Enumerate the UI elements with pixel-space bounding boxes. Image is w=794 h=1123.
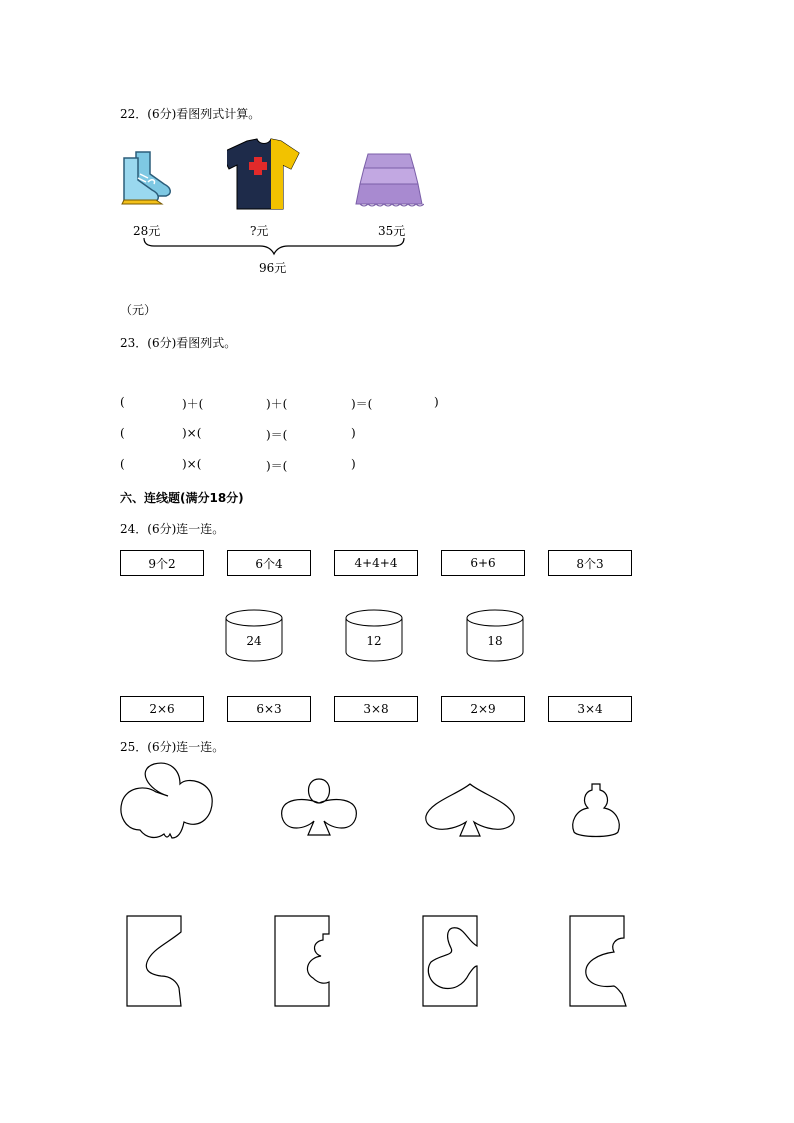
- top-box-1[interactable]: 9个2: [120, 550, 204, 576]
- boots-icon: [118, 148, 183, 208]
- total-brace: [140, 236, 410, 256]
- bottom-box-4[interactable]: 2×9: [441, 696, 525, 722]
- total-price: 96元: [259, 261, 287, 275]
- q24-title: 24．(6分)连一连。: [120, 522, 225, 536]
- q22-title: 22．(6分)看图列式计算。: [120, 107, 261, 121]
- cylinder-1-label: 24: [246, 634, 262, 648]
- spade-shape[interactable]: [422, 780, 518, 840]
- price-shirt: ?元: [250, 224, 269, 238]
- bottom-box-5[interactable]: 3×4: [548, 696, 632, 722]
- top-box-5[interactable]: 8个3: [548, 550, 632, 576]
- half-piece-2[interactable]: [273, 914, 333, 1010]
- half-piece-1[interactable]: [125, 914, 185, 1010]
- section-6-title: 六、连线题(满分18分): [120, 491, 244, 505]
- gourd-shape[interactable]: [566, 780, 626, 840]
- bottom-box-3[interactable]: 3×8: [334, 696, 418, 722]
- top-box-4[interactable]: 6+6: [441, 550, 525, 576]
- bottom-box-1[interactable]: 2×6: [120, 696, 204, 722]
- q23-title: 23．(6分)看图列式。: [120, 336, 237, 350]
- price-boots: 28元: [133, 224, 161, 238]
- bottom-box-2[interactable]: 6×3: [227, 696, 311, 722]
- club-shape[interactable]: [276, 775, 362, 841]
- q25-title: 25．(6分)连一连。: [120, 740, 225, 754]
- price-skirt: 35元: [378, 224, 406, 238]
- q22-unit-line: （元）: [120, 303, 157, 317]
- cylinder-3-label: 18: [487, 634, 503, 648]
- top-box-3[interactable]: 4+4+4: [334, 550, 418, 576]
- cylinder-2-label: 12: [366, 634, 382, 648]
- half-piece-3[interactable]: [421, 914, 481, 1010]
- half-piece-4[interactable]: [568, 914, 630, 1010]
- skirt-icon: [354, 150, 424, 210]
- shirt-icon: [227, 137, 301, 213]
- top-box-2[interactable]: 6个4: [227, 550, 311, 576]
- trefoil-shape[interactable]: [118, 760, 218, 842]
